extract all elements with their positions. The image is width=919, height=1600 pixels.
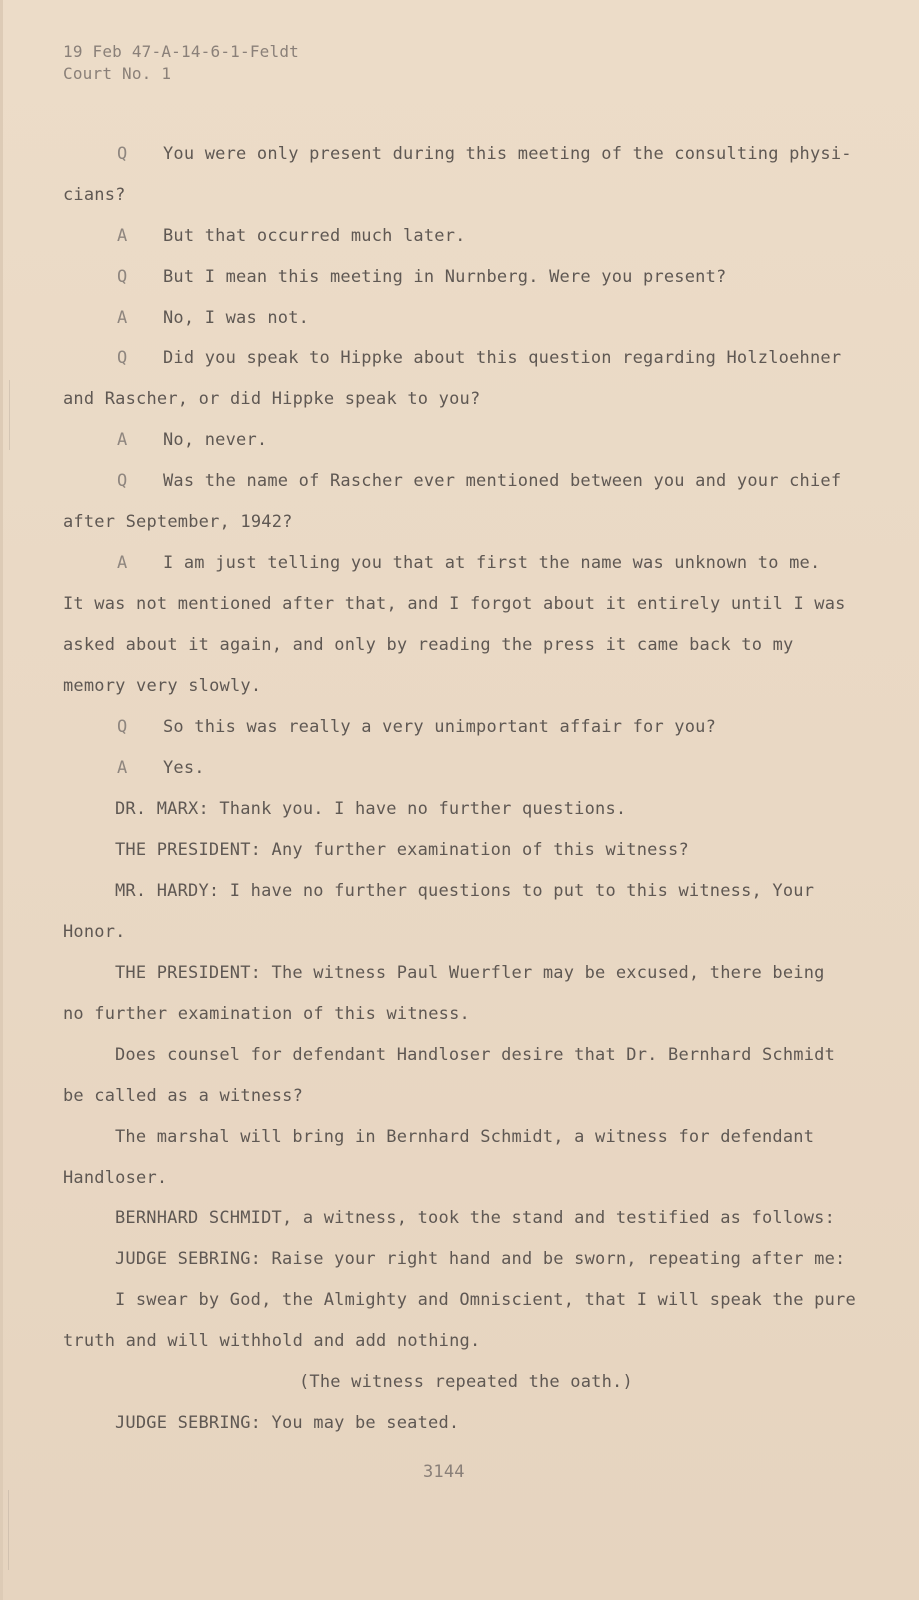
transcript-line: Yes.: [163, 758, 205, 778]
transcript-line: I swear by God, the Almighty and Omniscient, that I will speak the pure: [115, 1290, 856, 1310]
transcript-line: No, never.: [163, 430, 268, 450]
transcript-line: THE PRESIDENT: Any further examination of this witness?: [115, 840, 689, 860]
transcript-line: But that occurred much later.: [163, 226, 466, 246]
transcript-line: MR. HARDY: I have no further questions to put to this witness, Your: [115, 881, 815, 901]
speaker-label: A: [117, 308, 128, 328]
transcript-line: DR. MARX: Thank you. I have no further questions.: [115, 799, 627, 819]
transcript-line: Honor.: [63, 922, 126, 942]
header-docket: 19 Feb 47-A-14-6-1-Feldt: [63, 42, 299, 61]
transcript-line: So this was really a very unimportant affair for you?: [163, 717, 717, 737]
transcript-line: cians?: [63, 185, 126, 205]
speaker-label: A: [117, 430, 128, 450]
paper-mark: [9, 380, 10, 450]
transcript-line: THE PRESIDENT: The witness Paul Wuerfler may be excused, there being: [115, 963, 825, 983]
header-court: Court No. 1: [63, 64, 172, 83]
transcript-line: I am just telling you that at first the name was unknown to me.: [163, 553, 821, 573]
transcript-line: (The witness repeated the oath.): [299, 1372, 633, 1392]
transcript-line: BERNHARD SCHMIDT, a witness, took the stand and testified as follows:: [115, 1208, 836, 1228]
transcript-line: after September, 1942?: [63, 512, 293, 532]
transcript-line: It was not mentioned after that, and I forgot about it entirely until I was: [63, 594, 846, 614]
transcript-line: memory very slowly.: [63, 676, 262, 696]
transcript-line: You were only present during this meeting of the consulting physi-: [163, 144, 852, 164]
transcript-line: no further examination of this witness.: [63, 1004, 470, 1024]
speaker-label: Q: [117, 267, 128, 287]
speaker-label: Q: [117, 348, 128, 368]
speaker-label: Q: [117, 471, 128, 491]
transcript-line: JUDGE SEBRING: Raise your right hand and be sworn, repeating after me:: [115, 1249, 846, 1269]
speaker-label: Q: [117, 717, 128, 737]
speaker-label: A: [117, 758, 128, 778]
transcript-line: Was the name of Rascher ever mentioned between you and your chief: [163, 471, 842, 491]
transcript-line: truth and will withhold and add nothing.: [63, 1331, 481, 1351]
transcript-line: But I mean this meeting in Nurnberg. Were you present?: [163, 267, 727, 287]
transcript-line: The marshal will bring in Bernhard Schmidt, a witness for defendant: [115, 1127, 815, 1147]
transcript-line: JUDGE SEBRING: You may be seated.: [115, 1413, 460, 1433]
transcript-line: asked about it again, and only by reading the press it came back to my: [63, 635, 794, 655]
transcript-line: Handloser.: [63, 1168, 168, 1188]
transcript-line: and Rascher, or did Hippke speak to you?: [63, 389, 481, 409]
speaker-label: A: [117, 226, 128, 246]
paper-mark: [8, 1490, 9, 1570]
transcript-line: be called as a witness?: [63, 1086, 304, 1106]
speaker-label: Q: [117, 144, 128, 164]
page-number: 3144: [423, 1462, 465, 1482]
transcript-line: Does counsel for defendant Handloser desire that Dr. Bernhard Schmidt: [115, 1045, 836, 1065]
transcript-line: Did you speak to Hippke about this question regarding Holzloehner: [163, 348, 842, 368]
transcript-line: No, I was not.: [163, 308, 310, 328]
speaker-label: A: [117, 553, 128, 573]
